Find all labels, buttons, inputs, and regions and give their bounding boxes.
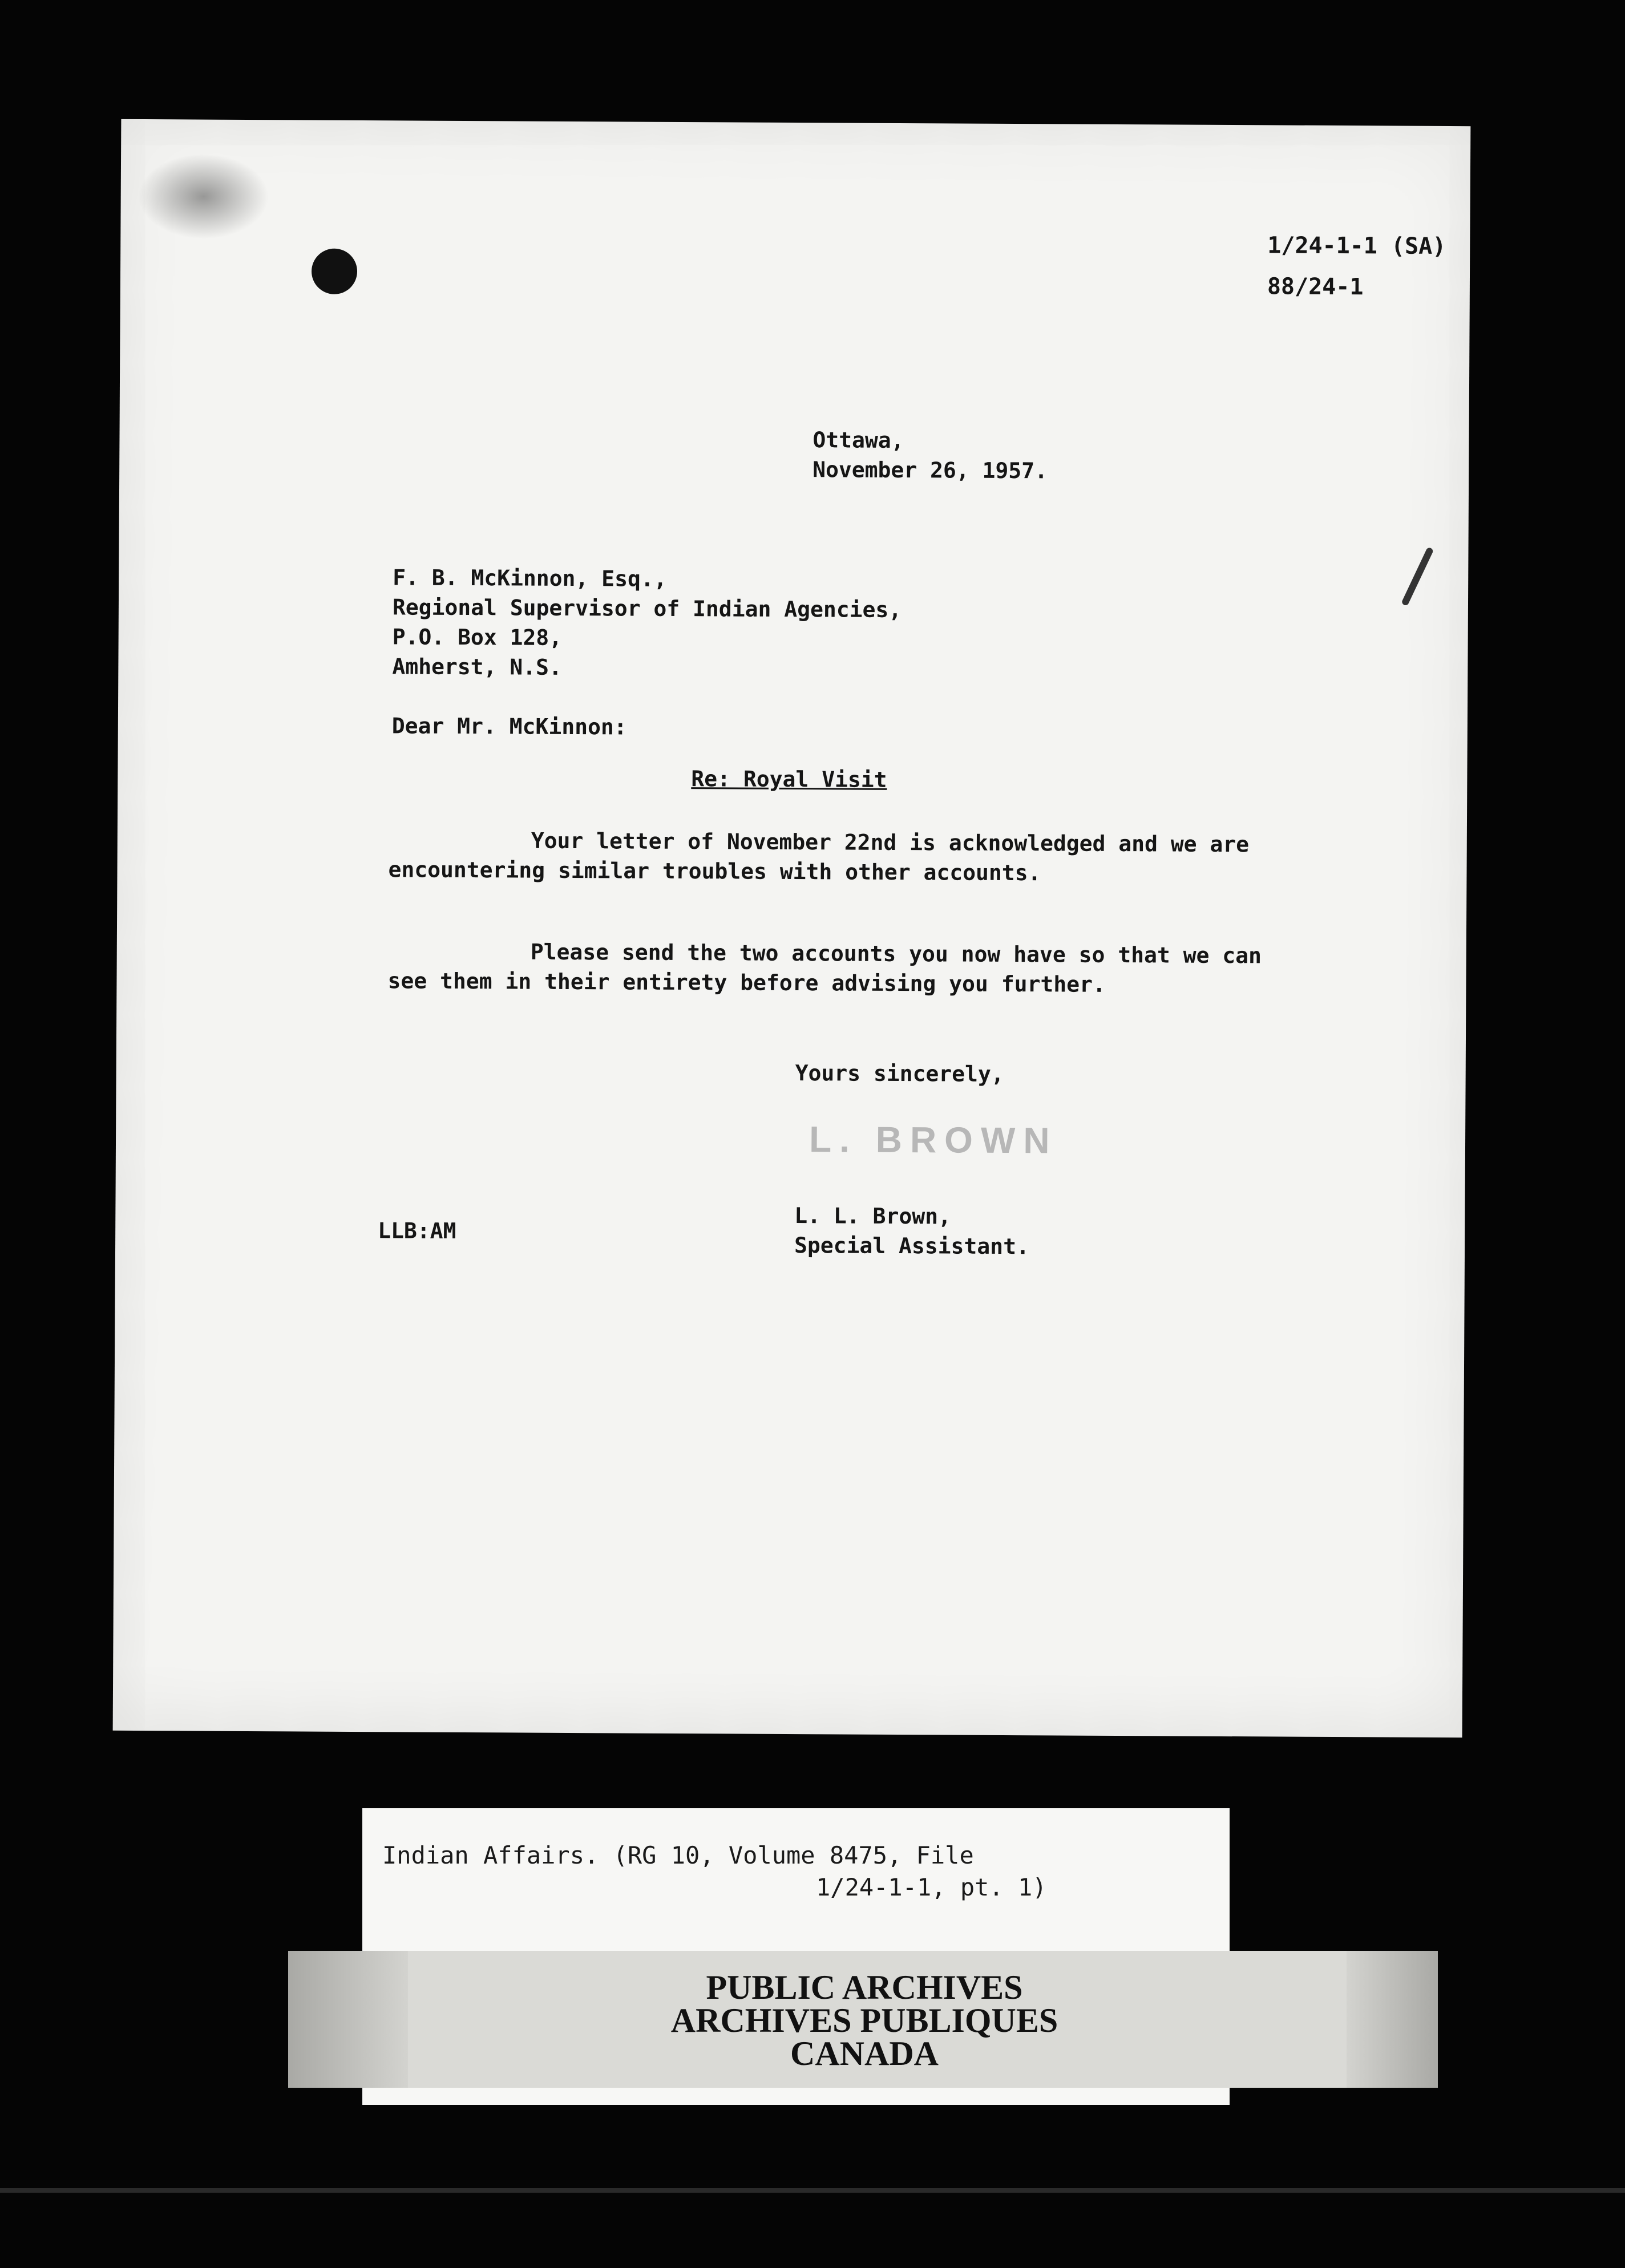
signature-block: [794, 1201, 1029, 1261]
file-ref-1: 1/24-1-1 (SA): [1267, 232, 1446, 260]
reference-line-1: Indian Affairs. (RG 10, Volume 8475, File: [382, 1841, 974, 1869]
punch-hole: [312, 249, 357, 294]
salutation: Dear Mr. McKinnon:: [391, 713, 627, 740]
archives-line-2: ARCHIVES PUBLIQUES: [670, 2002, 1058, 2039]
file-references: [1267, 225, 1446, 308]
place: Ottawa,: [812, 427, 904, 453]
recipient-line: F. B. McKinnon, Esq.,: [393, 565, 667, 592]
letter-page: [113, 119, 1471, 1738]
recipient-address: [392, 562, 902, 684]
subject-line: Re: Royal Visit: [691, 766, 887, 792]
recipient-line: P.O. Box 128,: [392, 624, 563, 650]
name-stamp: L. BROWN: [809, 1119, 1058, 1161]
archives-line-3: CANADA: [790, 2035, 939, 2072]
strip-shade-right: [1347, 1951, 1438, 2088]
signer-title: Special Assistant.: [794, 1233, 1030, 1259]
paragraph-2: Please send the two accounts you now have so that we can see them in their entirety before advising you further.: [387, 939, 1262, 997]
place-date: [812, 425, 1048, 485]
frame-bottom-line: [0, 2188, 1625, 2193]
archives-line-1: PUBLIC ARCHIVES: [706, 1969, 1023, 2006]
typist-initials: LLB:AM: [378, 1218, 456, 1244]
file-ref-2: 88/24-1: [1267, 273, 1364, 301]
corner-smudge: [138, 153, 269, 240]
paragraph-1: Your letter of November 22nd is acknowledged and we are encountering similar troubles with other accounts.: [388, 828, 1250, 886]
closing: Yours sincerely,: [795, 1060, 1004, 1087]
archives-strip: [288, 1951, 1438, 2088]
date: November 26, 1957.: [812, 457, 1048, 484]
strip-shade-left: [288, 1951, 408, 2088]
recipient-line: Regional Supervisor of Indian Agencies,: [392, 594, 902, 623]
pencil-mark: [1401, 546, 1434, 606]
recipient-line: Amherst, N.S.: [392, 654, 562, 680]
reference-line-2: 1/24-1-1, pt. 1): [816, 1873, 1047, 1901]
archives-logo-text: [608, 1971, 1121, 2070]
signer-name: L. L. Brown,: [794, 1203, 952, 1229]
reference-text: [382, 1840, 1047, 1904]
